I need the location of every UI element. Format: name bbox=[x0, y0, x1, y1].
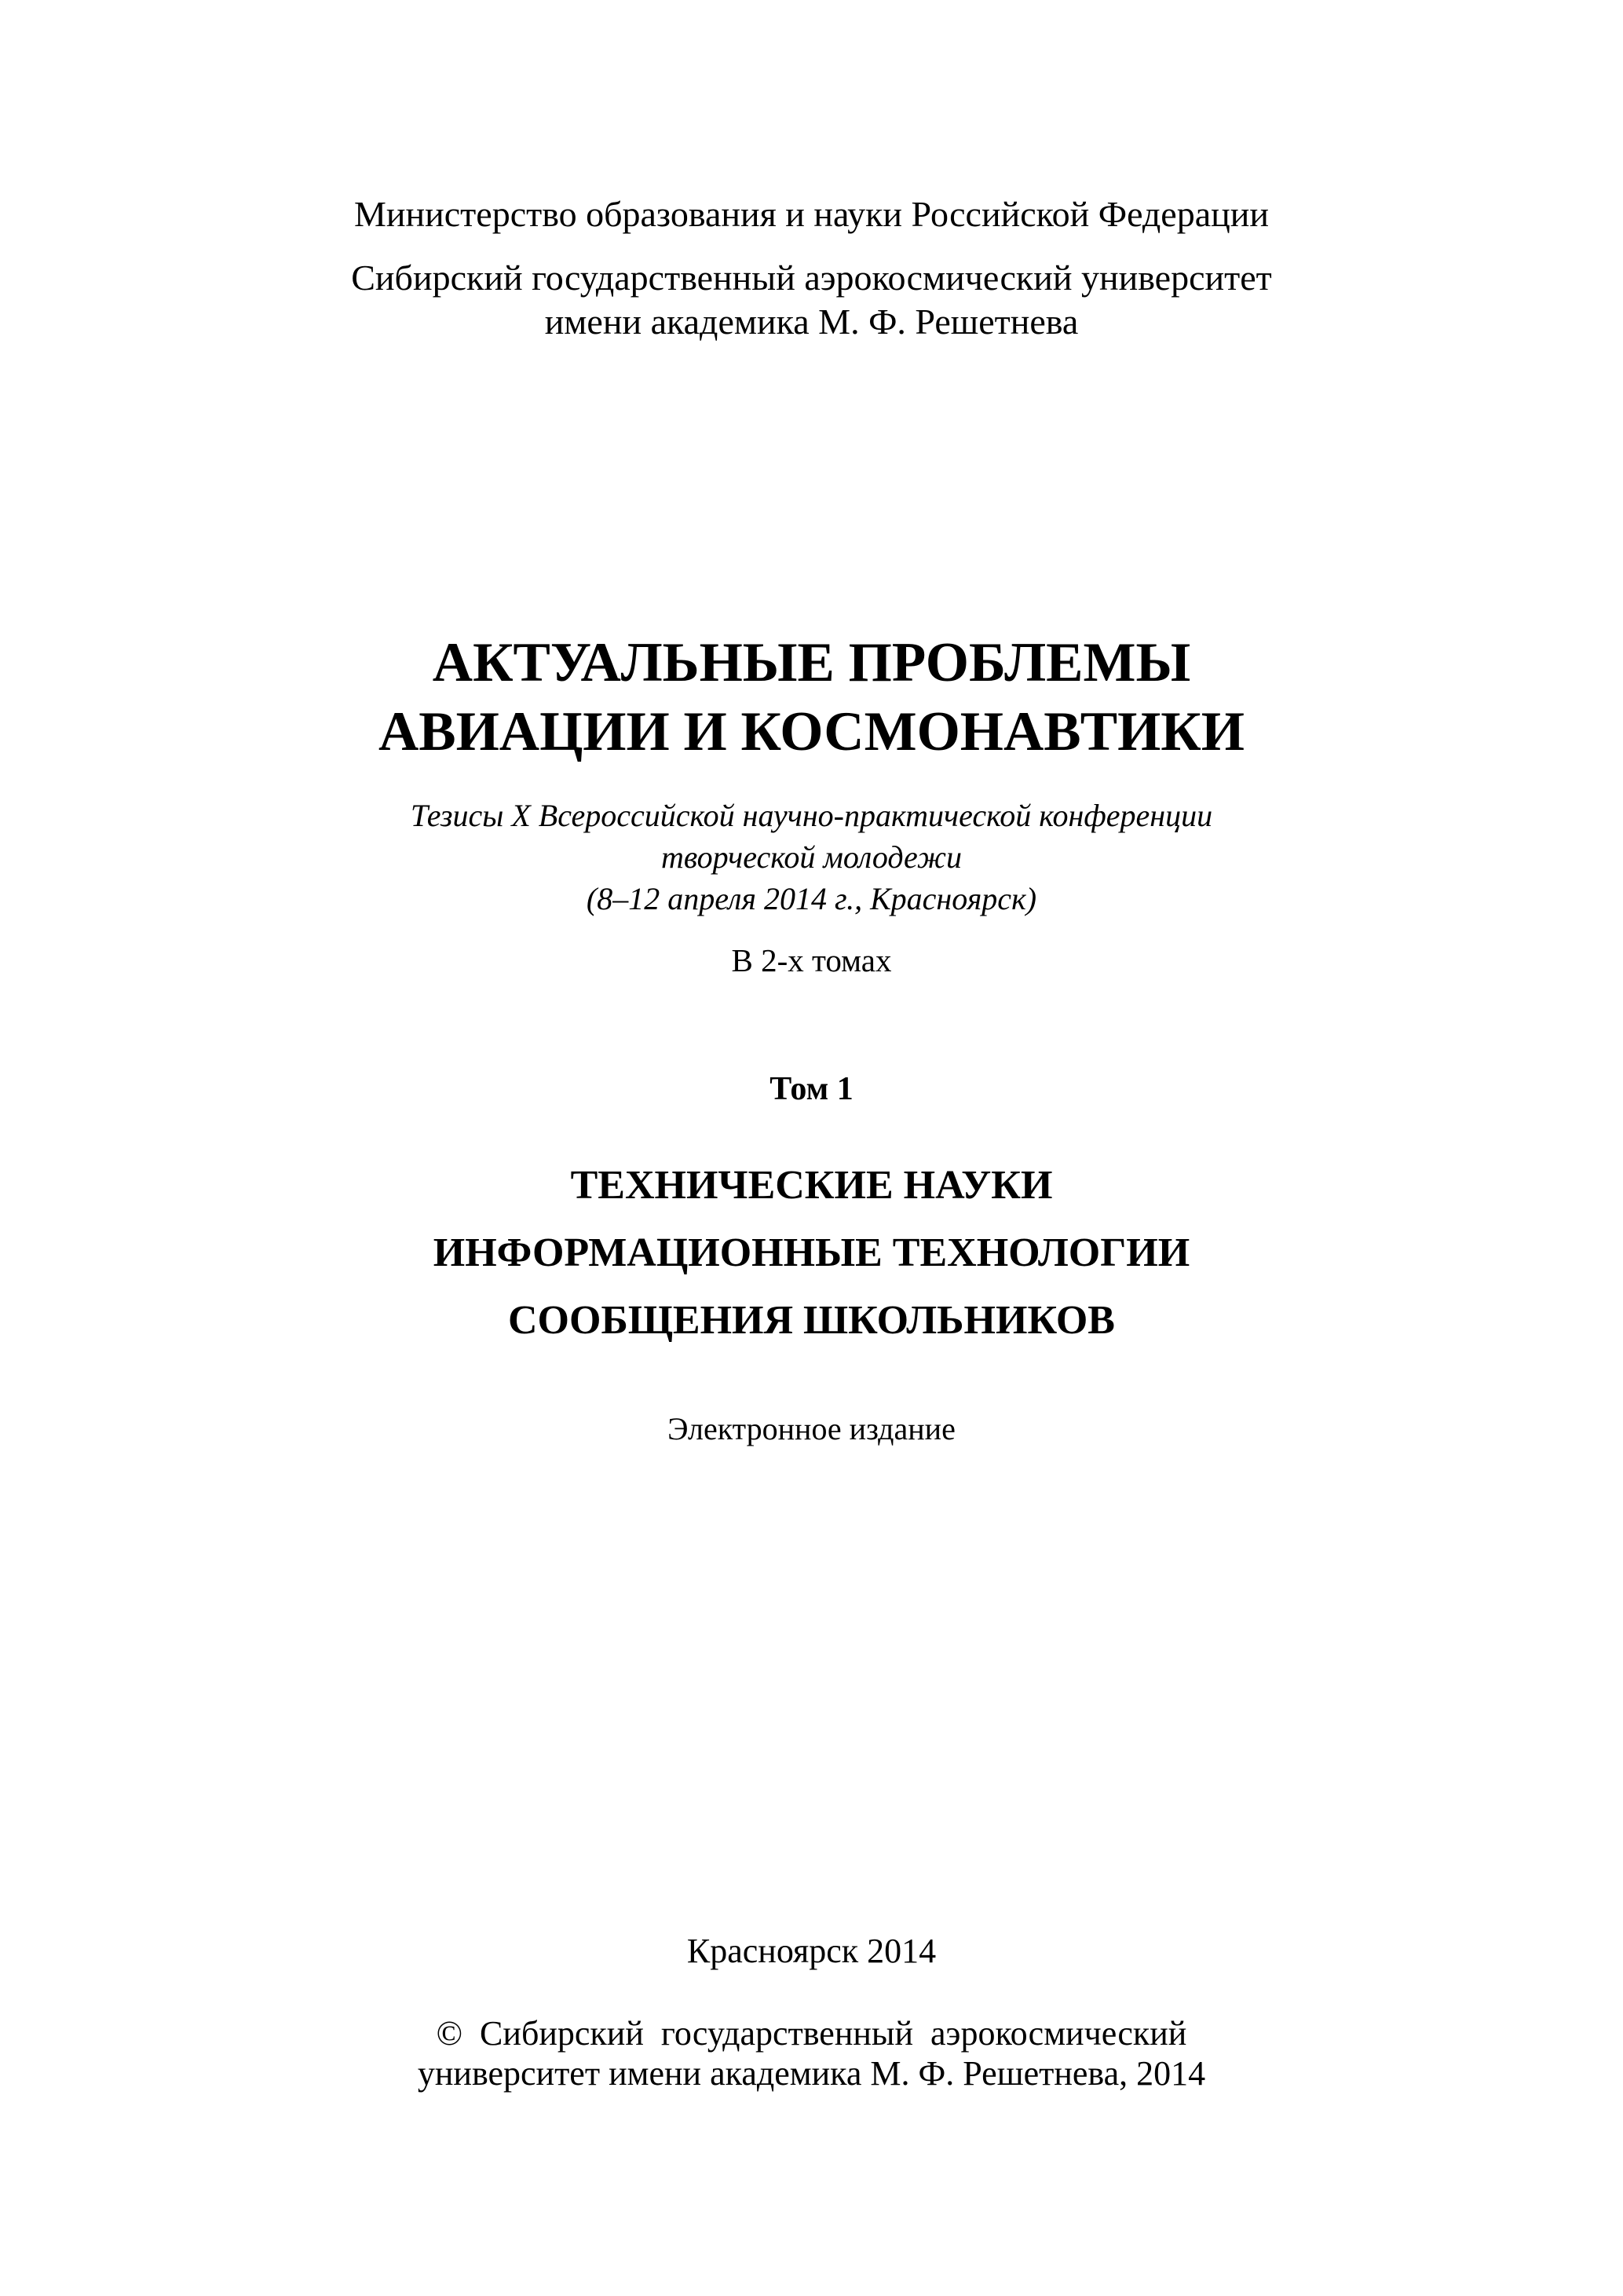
section-title: ТЕХНИЧЕСКИЕ НАУКИ bbox=[570, 1163, 1053, 1208]
university-name bbox=[0, 256, 1623, 344]
volumes-note: В 2-х томах bbox=[731, 942, 892, 978]
book-title-line-2: АВИАЦИИ И КОСМОНАВТИКИ bbox=[378, 701, 1245, 762]
tome-label: Том 1 bbox=[769, 1071, 854, 1107]
book-subtitle-line-1: Тезисы X Всероссийской научно-практической конференции bbox=[410, 798, 1213, 833]
book-title bbox=[0, 628, 1623, 766]
university-name-line-2: имени академика М. Ф. Решетнева bbox=[544, 302, 1079, 342]
book-subtitle bbox=[0, 795, 1623, 919]
copyright-line-1: © Сибирский государственный аэрокосмический bbox=[436, 2014, 1187, 2053]
book-title-line-1: АКТУАЛЬНЫЕ ПРОБЛЕМЫ bbox=[432, 632, 1191, 693]
section-title: СООБЩЕНИЯ ШКОЛЬНИКОВ bbox=[508, 1298, 1115, 1343]
edition-note: Электронное издание bbox=[667, 1411, 956, 1446]
city-year: Красноярск 2014 bbox=[686, 1932, 937, 1970]
book-subtitle-line-3: (8–12 апреля 2014 г., Красноярск) bbox=[586, 881, 1037, 916]
book-subtitle-line-2: творческой молодежи bbox=[660, 839, 963, 875]
copyright-line-2: университет имени академика М. Ф. Решетнева, 2014 bbox=[417, 2054, 1206, 2093]
section-title: ИНФОРМАЦИОННЫЕ ТЕХНОЛОГИИ bbox=[433, 1230, 1190, 1275]
ministry-name: Министерство образования и науки Российской Федерации bbox=[354, 194, 1269, 234]
section-list bbox=[0, 1152, 1623, 1355]
copyright-notice bbox=[0, 2013, 1623, 2093]
university-name-line-1: Сибирский государственный аэрокосмический университет bbox=[351, 258, 1272, 298]
